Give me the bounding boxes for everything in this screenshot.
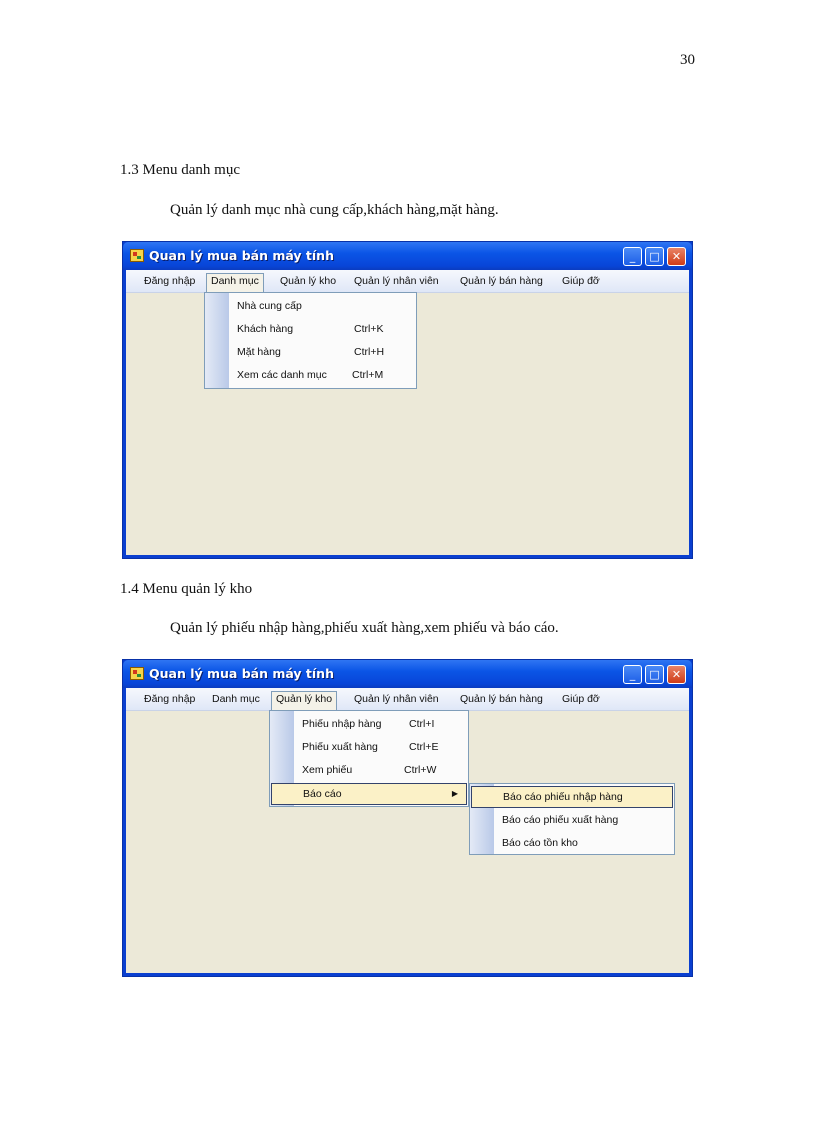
menu-quan-ly-ban-hang[interactable]: Quản lý bán hàng <box>460 275 543 287</box>
app-window-danh-muc <box>122 241 693 559</box>
menu-item-bao-cao-ton-kho[interactable]: Báo cáo tồn kho <box>502 837 578 849</box>
menu-quan-ly-ban-hang[interactable]: Quản lý bán hàng <box>460 693 543 705</box>
section-heading-danh-muc: 1.3 Menu danh mục <box>120 162 240 178</box>
menu-item-khach-hang[interactable]: Khách hàng Ctrl+K <box>237 323 384 335</box>
menu-giup-do[interactable]: Giúp đỡ <box>562 693 600 705</box>
app-icon <box>130 249 144 262</box>
minimize-icon[interactable]: _ <box>623 665 642 684</box>
menu-item-bao-cao-phieu-nhap-hang[interactable]: Báo cáo phiếu nhập hàng <box>471 786 673 808</box>
app-icon <box>130 667 144 680</box>
menu-danh-muc[interactable]: Danh mục <box>212 693 260 705</box>
menu-quan-ly-nhan-vien[interactable]: Quản lý nhân viên <box>354 275 439 287</box>
title-bar[interactable] <box>123 660 692 688</box>
section-heading-quan-ly-kho: 1.4 Menu quản lý kho <box>120 581 253 597</box>
menu-bar <box>126 270 689 293</box>
dropdown-danh-muc <box>204 292 417 389</box>
title-bar[interactable] <box>123 242 692 270</box>
section-description-quan-ly-kho: Quản lý phiếu nhập hàng,phiếu xuất hàng,xem phiếu và báo cáo. <box>170 620 559 636</box>
menu-quan-ly-kho[interactable]: Quản lý kho <box>280 275 337 287</box>
menu-item-bao-cao[interactable]: Báo cáo ▶ <box>271 783 467 805</box>
client-area <box>126 688 689 973</box>
close-icon[interactable]: ✕ <box>667 247 686 266</box>
menu-item-xem-phieu[interactable]: Xem phiếu Ctrl+W <box>302 764 437 776</box>
client-area <box>126 270 689 555</box>
section-description-danh-muc: Quản lý danh mục nhà cung cấp,khách hàng,mặt hàng. <box>170 202 499 218</box>
maximize-icon[interactable]: □ <box>645 247 664 266</box>
menu-item-nha-cung-cap[interactable]: Nhà cung cấp <box>237 300 302 312</box>
window-title: Quan lý mua bán máy tính <box>149 666 334 681</box>
menu-item-mat-hang[interactable]: Mặt hàng Ctrl+H <box>237 346 385 358</box>
menu-quan-ly-kho[interactable]: Quản lý kho <box>271 691 337 710</box>
menu-dang-nhap[interactable]: Đăng nhập <box>144 693 196 705</box>
maximize-icon[interactable]: □ <box>645 665 664 684</box>
minimize-icon[interactable]: _ <box>623 247 642 266</box>
menu-quan-ly-nhan-vien[interactable]: Quản lý nhân viên <box>354 693 439 705</box>
submenu-bao-cao <box>469 783 675 855</box>
submenu-arrow-icon: ▶ <box>451 789 458 798</box>
menu-bar <box>126 688 689 711</box>
app-window-quan-ly-kho <box>122 659 693 977</box>
menu-item-phieu-nhap-hang[interactable]: Phiếu nhập hàng Ctrl+I <box>302 718 435 730</box>
window-title: Quan lý mua bán máy tính <box>149 248 334 263</box>
close-icon[interactable]: ✕ <box>667 665 686 684</box>
menu-giup-do[interactable]: Giúp đỡ <box>562 275 600 287</box>
page-number: 30 <box>680 52 695 68</box>
menu-item-phieu-xuat-hang[interactable]: Phiếu xuất hàng Ctrl+E <box>302 741 439 753</box>
menu-dang-nhap[interactable]: Đăng nhập <box>144 275 196 287</box>
menu-danh-muc[interactable]: Danh mục <box>206 273 264 292</box>
menu-item-bao-cao-phieu-xuat-hang[interactable]: Báo cáo phiếu xuất hàng <box>502 814 619 826</box>
dropdown-quan-ly-kho <box>269 710 469 807</box>
menu-item-xem-cac-danh-muc[interactable]: Xem các danh mục Ctrl+M <box>237 369 384 381</box>
